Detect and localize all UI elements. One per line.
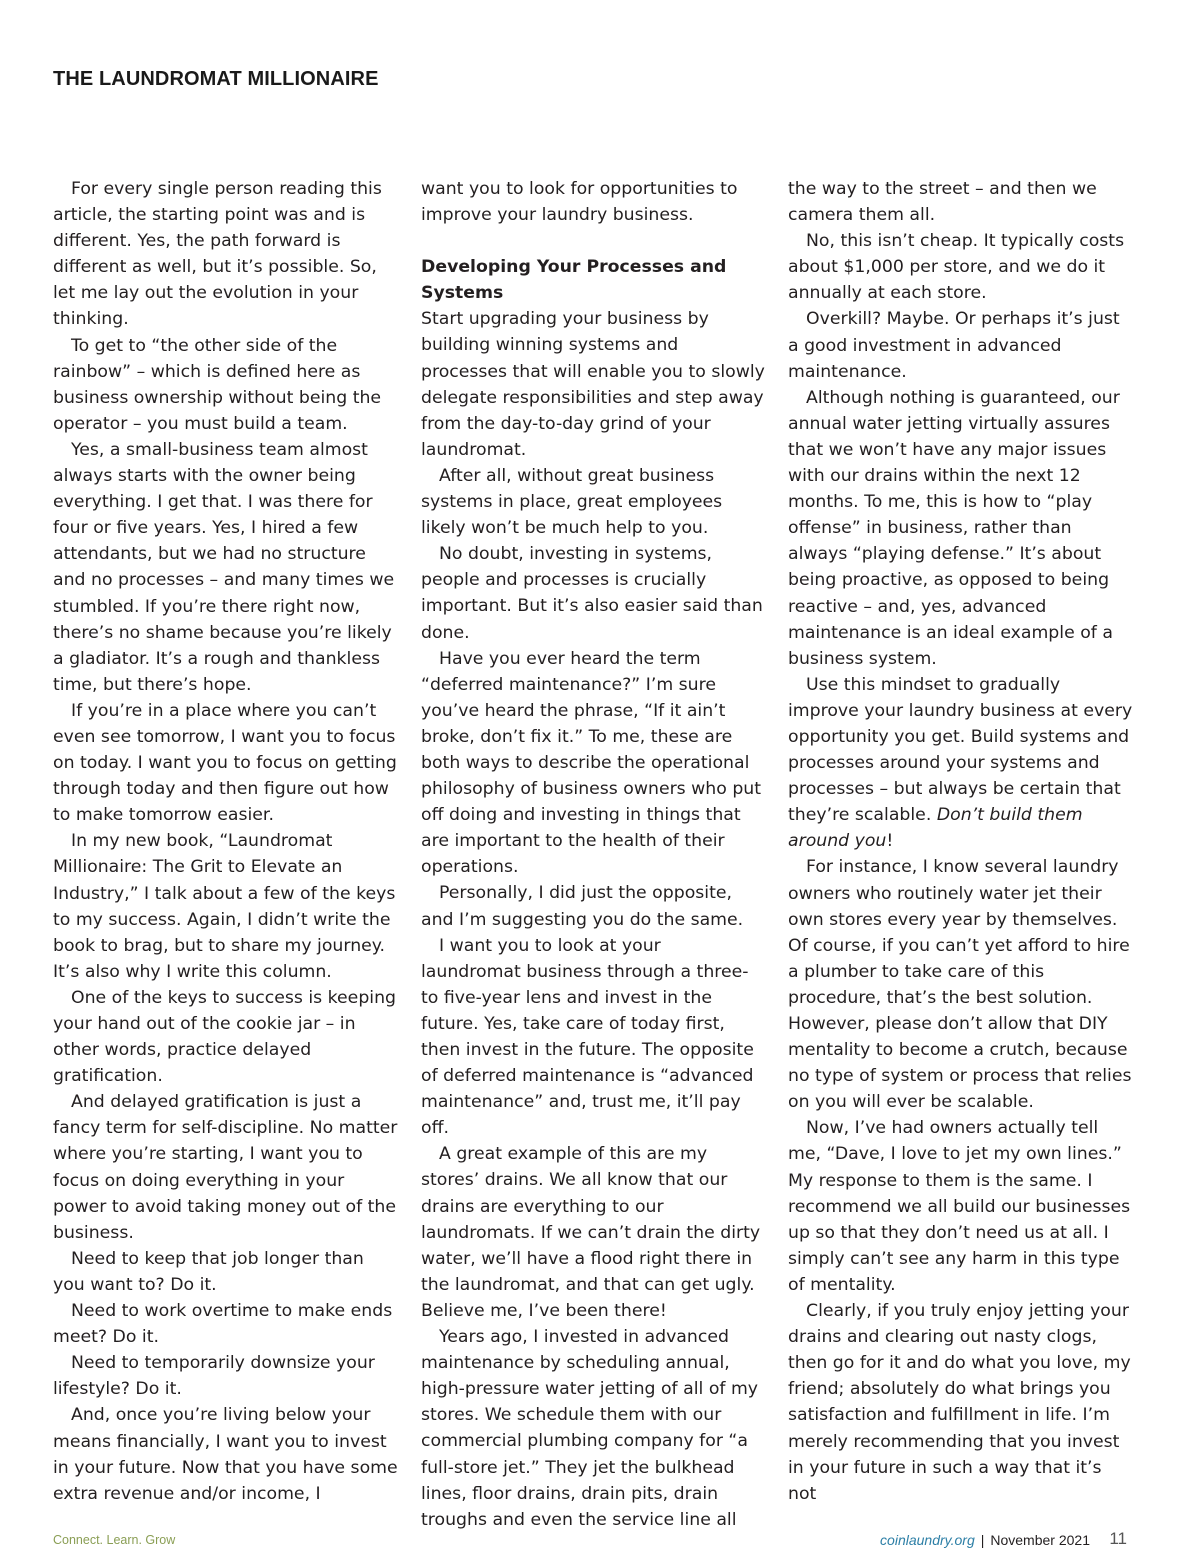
paragraph: Although nothing is guaranteed, our annual water jetting virtually assures that we won’t have any major issues with our drains within the next 12 months. To me, this is how to “play offense” in business, rather than always “playing defense.” It’s about being proactive, as opposed to being reactive – and, yes, advanced maintenance is an ideal example of a business system. <box>788 387 1120 669</box>
paragraph: One of the keys to success is keeping your hand out of the cookie jar – in other words, practice delayed gratification. <box>53 987 397 1087</box>
paragraph <box>788 672 1133 855</box>
emphasis-text: Don’t build them around you <box>788 805 1083 852</box>
paragraph: Need to keep that job longer than you want to? Do it. <box>53 1248 364 1295</box>
paragraph: Clearly, if you truly enjoy jetting your drains and clearing out nasty clogs, then go for it and do what you love, my friend; absolutely do what brings you satisfaction and fulfillment in life. I’m merely recommending that you invest in your future in such a way that it’s not <box>788 1301 1131 1504</box>
paragraph: For every single person reading this article, the starting point was and is different. Yes, the path forward is different as well, but it’s possible. So, let me lay out the evolution in your thinking. <box>53 179 382 330</box>
paragraph: A great example of this are my stores’ drains. We all know that our drains are everything to our laundromats. If we can’t drain the dirty water, we’ll have a flood right there in the laundromat, and that can get ugly. Believe me, I’ve been there! <box>421 1144 761 1321</box>
paragraph: And delayed gratification is just a fancy term for self-discipline. No matter where you’re starting, I want you to focus on doing everything in your power to avoid taking money out of the business. <box>53 1092 398 1243</box>
issue-date: November 2021 <box>990 1532 1090 1548</box>
paragraph: For instance, I know several laundry owners who routinely water jet their own stores every year by themselves. Of course, if you can’t yet afford to hire a plumber to take care of this procedure, that’s the best solution. However, please don’t allow that DIY mentality to become a crutch, because no type of system or process that relies on you will ever be scalable. <box>788 857 1132 1113</box>
website-link[interactable]: coinlaundry.org <box>880 1532 975 1548</box>
footer-issue-info <box>880 1532 1090 1548</box>
paragraph: In my new book, “Laundromat Millionaire: The Grit to Elevate an Industry,” I talk about a few of the keys to my success. Again, I didn’t write the book to brag, but to share my journey. It’s also why I write this column. <box>53 831 396 982</box>
paragraph-text: Use this mindset to gradually improve your laundry business at every opportunity you get. Build systems and processes around your systems and processes – but always be certain that they’re scalable. <box>788 674 1133 826</box>
paragraph: No doubt, investing in systems, people and processes is crucially important. But it’s also easier said than done. <box>421 544 763 643</box>
article-column-1 <box>53 176 398 1507</box>
paragraph-continued: the way to the street – and then we camera them all. <box>788 179 1097 226</box>
paragraph: To get to “the other side of the rainbow” – which is defined here as business ownership without being the operator – you must build a team. <box>53 335 382 434</box>
paragraph-continued: want you to look for opportunities to improve your laundry business. <box>421 179 738 226</box>
section-heading: Developing Your Processes and Systems <box>421 257 727 304</box>
paragraph: After all, without great business systems in place, great employees likely won’t be much help to you. <box>421 465 723 539</box>
paragraph: My response to them is the same. I recommend we all build our businesses up so that they don’t need us at all. I simply can’t see any harm in this type of mentality. <box>788 1170 1131 1295</box>
paragraph: Start upgrading your business by building winning systems and processes that will enable you to slowly delegate responsibilities and step away from the day-to-day grind of your laundromat. <box>421 309 765 460</box>
footer-tagline: Connect. Learn. Grow <box>53 1533 176 1547</box>
paragraph: If you’re in a place where you can’t even see tomorrow, I want you to focus on today. I want you to focus on getting through today and then figure out how to make tomorrow easier. <box>53 700 397 826</box>
page-number: 11 <box>1109 1529 1127 1548</box>
running-head: THE LAUNDROMAT MILLIONAIRE <box>53 68 379 90</box>
paragraph: And, once you’re living below your means financially, I want you to invest in your future. Now that you have some extra revenue and/or income, I <box>53 1405 398 1504</box>
paragraph-text-end: ! <box>886 831 894 852</box>
footer-separator: | <box>980 1532 985 1548</box>
paragraph: No, this isn’t cheap. It typically costs about $1,000 per store, and we do it annually at each store. <box>788 231 1125 304</box>
paragraph: Personally, I did just the opposite, and I’m suggesting you do the same. <box>421 883 744 930</box>
paragraph: Years ago, I invested in advanced maintenance by scheduling annual, high-pressure water jetting of all of my stores. We schedule them with our commercial plumbing company for “a full-store jet.” They jet the bulkhead lines, floor drains, drain pits, drain troughs and even the service line all <box>421 1327 759 1530</box>
paragraph: Have you ever heard the term “deferred maintenance?” I’m sure you’ve heard the phrase, “If it ain’t broke, don’t fix it.” To me, these are both ways to describe the operational philosophy of business owners who put off doing and investing in things that are important to the health of their operations. <box>421 648 762 878</box>
paragraph: Overkill? Maybe. Or perhaps it’s just a good investment in advanced maintenance. <box>788 309 1120 382</box>
article-column-3 <box>788 176 1133 1507</box>
paragraph: Need to work overtime to make ends meet? Do it. <box>53 1301 393 1348</box>
article-column-2 <box>421 176 766 1533</box>
paragraph: Need to temporarily downsize your lifestyle? Do it. <box>53 1353 375 1400</box>
paragraph: I want you to look at your laundromat business through a three- to five-year lens and invest in the future. Yes, take care of today first, then invest in the future. The opposite of deferred maintenance is “advanced maintenance” and, trust me, it’ll pay off. <box>421 935 754 1139</box>
paragraph: Now, I’ve had owners actually tell me, “Dave, I love to jet my own lines.” <box>788 1118 1122 1165</box>
paragraph: Yes, a small-business team almost always starts with the owner being everything. I get that. I was there for four or five years. Yes, I hired a few attendants, but we had no structure and no processes – and many times we stumbled. If you’re there right now, there’s no shame because you’re likely a gladiator. It’s a rough and thankless time, but there’s hope. <box>53 439 395 695</box>
